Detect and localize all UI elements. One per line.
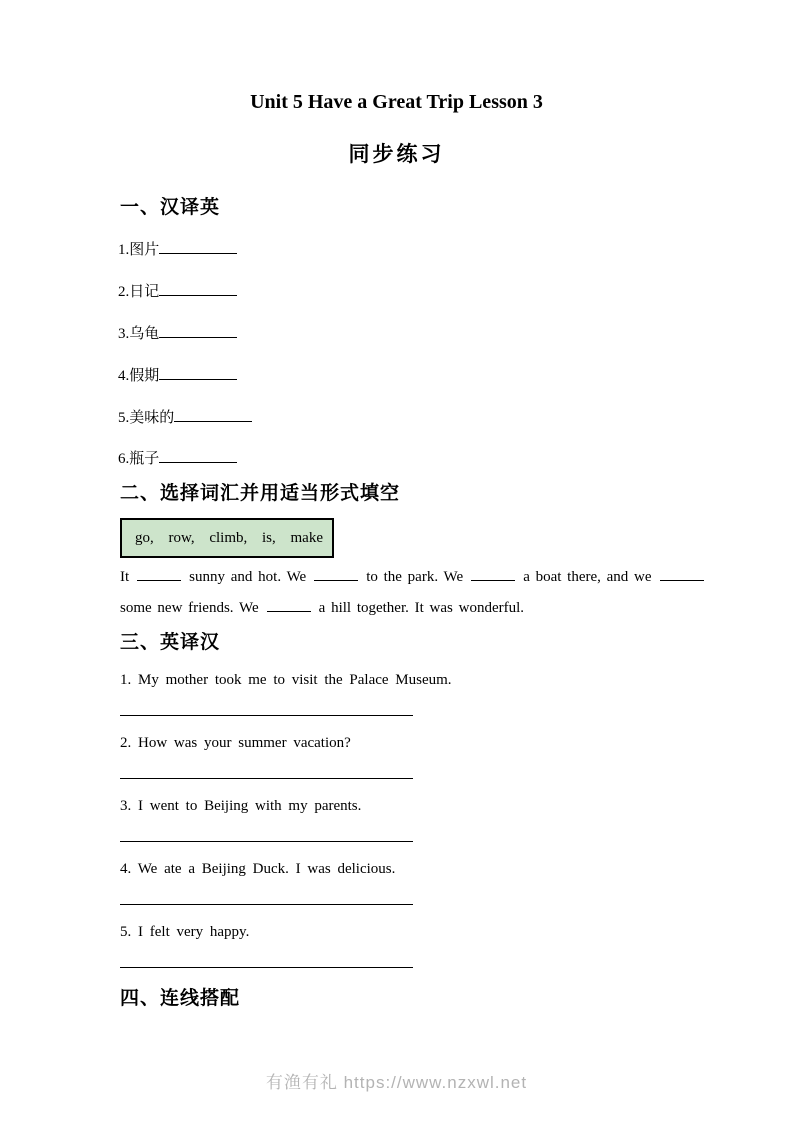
footer-watermark: 有渔有礼 https://www.nzxwl.net bbox=[265, 1073, 528, 1092]
cloze-passage-line2 bbox=[120, 597, 524, 617]
passage-text: to the park. We bbox=[366, 569, 464, 585]
translation-item bbox=[118, 238, 237, 259]
cloze-blank bbox=[267, 597, 311, 612]
passage-text: It bbox=[120, 569, 130, 585]
translation-item bbox=[118, 406, 252, 427]
sentence-item: 3. I went to Beijing with my parents. bbox=[120, 798, 362, 814]
sentence-item: 2. How was your summer vacation? bbox=[120, 735, 351, 751]
answer-line bbox=[120, 778, 413, 779]
translation-item-label: 4.假期 bbox=[118, 368, 160, 384]
passage-text: sunny and hot. We bbox=[189, 569, 307, 585]
answer-blank bbox=[174, 406, 252, 422]
translation-item-label: 3.乌龟 bbox=[118, 326, 160, 342]
answer-blank bbox=[159, 322, 237, 338]
answer-blank bbox=[159, 447, 237, 463]
translation-item-label: 6.瓶子 bbox=[118, 451, 160, 467]
passage-text: some new friends. We bbox=[120, 600, 259, 616]
answer-line bbox=[120, 904, 413, 905]
answer-line bbox=[120, 841, 413, 842]
translation-item-label: 2.日记 bbox=[118, 284, 160, 300]
section2-heading: 二、选择词汇并用适当形式填空 bbox=[120, 483, 401, 504]
sentence-item: 1. My mother took me to visit the Palace Museum. bbox=[120, 672, 452, 688]
translation-item-label: 5.美味的 bbox=[118, 410, 175, 426]
section3-heading: 三、英译汉 bbox=[120, 632, 221, 653]
passage-text: a boat there, and we bbox=[523, 569, 652, 585]
word-bank-box: go, row, climb, is, make bbox=[120, 518, 334, 558]
answer-line bbox=[120, 967, 413, 968]
cloze-blank bbox=[471, 566, 515, 581]
translation-item bbox=[118, 447, 237, 468]
section4-heading: 四、连线搭配 bbox=[120, 988, 241, 1009]
section1-heading: 一、汉译英 bbox=[120, 197, 221, 218]
cloze-blank bbox=[314, 566, 358, 581]
translation-item-label: 1.图片 bbox=[118, 242, 160, 258]
answer-blank bbox=[159, 280, 237, 296]
page-subtitle: 同步练习 bbox=[348, 143, 445, 166]
translation-item bbox=[118, 322, 237, 343]
page-title: Unit 5 Have a Great Trip Lesson 3 bbox=[250, 91, 543, 113]
cloze-blank bbox=[660, 566, 704, 581]
passage-text: a hill together. It was wonderful. bbox=[318, 600, 525, 616]
translation-item bbox=[118, 364, 237, 385]
answer-line bbox=[120, 715, 413, 716]
cloze-passage-line1 bbox=[120, 566, 712, 586]
sentence-item: 4. We ate a Beijing Duck. I was delicious. bbox=[120, 861, 396, 877]
answer-blank bbox=[159, 238, 237, 254]
translation-item bbox=[118, 280, 237, 301]
cloze-blank bbox=[137, 566, 181, 581]
answer-blank bbox=[159, 364, 237, 380]
sentence-item: 5. I felt very happy. bbox=[120, 924, 250, 940]
